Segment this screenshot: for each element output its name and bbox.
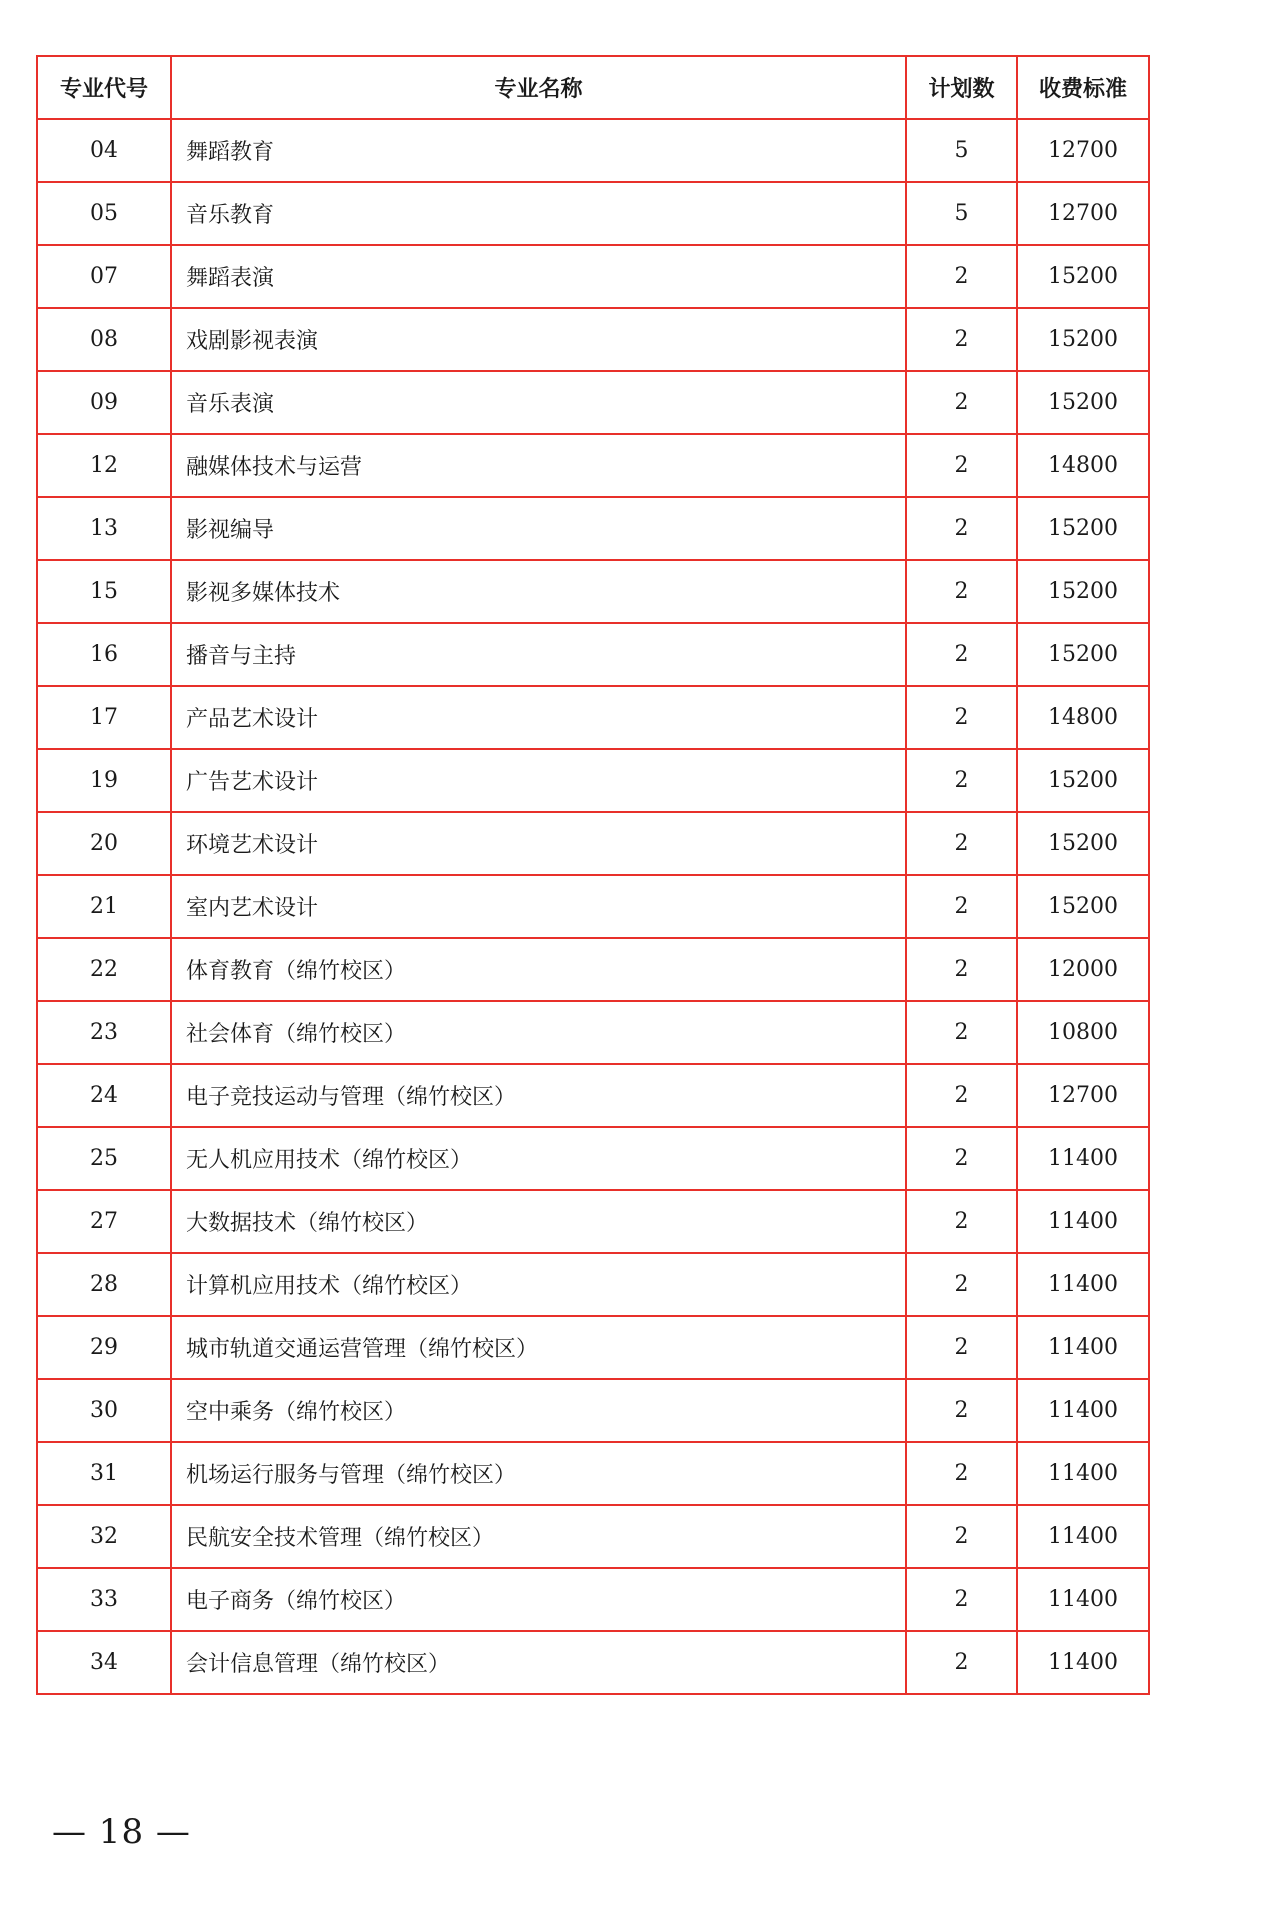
table-row — [37, 749, 1149, 812]
cell-major-code: 15 — [37, 560, 171, 623]
cell-major-code: 30 — [37, 1379, 171, 1442]
cell-major-name: 会计信息管理（绵竹校区） — [171, 1631, 906, 1694]
table-row — [37, 623, 1149, 686]
cell-fee-standard: 11400 — [1017, 1190, 1149, 1253]
cell-major-name: 产品艺术设计 — [171, 686, 906, 749]
cell-fee-standard: 11400 — [1017, 1127, 1149, 1190]
table-row — [37, 497, 1149, 560]
cell-major-code: 28 — [37, 1253, 171, 1316]
cell-major-code: 08 — [37, 308, 171, 371]
table-row — [37, 812, 1149, 875]
cell-plan-count: 2 — [906, 812, 1017, 875]
cell-major-code: 17 — [37, 686, 171, 749]
table-row — [37, 371, 1149, 434]
cell-plan-count: 5 — [906, 182, 1017, 245]
cell-major-code: 16 — [37, 623, 171, 686]
cell-major-name: 空中乘务（绵竹校区） — [171, 1379, 906, 1442]
cell-major-code: 04 — [37, 119, 171, 182]
cell-fee-standard: 15200 — [1017, 371, 1149, 434]
cell-major-name: 音乐教育 — [171, 182, 906, 245]
cell-fee-standard: 11400 — [1017, 1442, 1149, 1505]
table-body — [37, 119, 1149, 1694]
table-row — [37, 1001, 1149, 1064]
cell-fee-standard: 11400 — [1017, 1253, 1149, 1316]
cell-fee-standard: 14800 — [1017, 434, 1149, 497]
table-row — [37, 119, 1149, 182]
table-row — [37, 686, 1149, 749]
cell-plan-count: 2 — [906, 875, 1017, 938]
cell-fee-standard: 11400 — [1017, 1379, 1149, 1442]
table-row — [37, 1190, 1149, 1253]
header-plan-count: 计划数 — [906, 56, 1017, 119]
cell-plan-count: 2 — [906, 1568, 1017, 1631]
cell-plan-count: 2 — [906, 1064, 1017, 1127]
cell-fee-standard: 15200 — [1017, 560, 1149, 623]
cell-major-name: 机场运行服务与管理（绵竹校区） — [171, 1442, 906, 1505]
cell-fee-standard: 11400 — [1017, 1631, 1149, 1694]
cell-major-code: 25 — [37, 1127, 171, 1190]
page-number: — 18 — — [52, 1812, 191, 1852]
cell-major-code: 07 — [37, 245, 171, 308]
cell-plan-count: 2 — [906, 938, 1017, 1001]
cell-major-name: 大数据技术（绵竹校区） — [171, 1190, 906, 1253]
cell-major-code: 12 — [37, 434, 171, 497]
cell-major-name: 舞蹈教育 — [171, 119, 906, 182]
table-row — [37, 182, 1149, 245]
table-row — [37, 1127, 1149, 1190]
cell-major-name: 无人机应用技术（绵竹校区） — [171, 1127, 906, 1190]
cell-major-code: 34 — [37, 1631, 171, 1694]
table-row — [37, 245, 1149, 308]
cell-fee-standard: 11400 — [1017, 1316, 1149, 1379]
cell-plan-count: 2 — [906, 1316, 1017, 1379]
cell-major-code: 13 — [37, 497, 171, 560]
cell-major-name: 室内艺术设计 — [171, 875, 906, 938]
cell-major-name: 舞蹈表演 — [171, 245, 906, 308]
cell-fee-standard: 12700 — [1017, 1064, 1149, 1127]
cell-fee-standard: 15200 — [1017, 623, 1149, 686]
cell-major-code: 27 — [37, 1190, 171, 1253]
cell-plan-count: 2 — [906, 1001, 1017, 1064]
cell-major-code: 33 — [37, 1568, 171, 1631]
cell-plan-count: 2 — [906, 497, 1017, 560]
cell-major-name: 音乐表演 — [171, 371, 906, 434]
cell-fee-standard: 10800 — [1017, 1001, 1149, 1064]
cell-major-code: 19 — [37, 749, 171, 812]
cell-plan-count: 2 — [906, 308, 1017, 371]
cell-major-code: 20 — [37, 812, 171, 875]
cell-fee-standard: 15200 — [1017, 875, 1149, 938]
cell-major-code: 23 — [37, 1001, 171, 1064]
table-row — [37, 1442, 1149, 1505]
cell-major-name: 播音与主持 — [171, 623, 906, 686]
cell-fee-standard: 12000 — [1017, 938, 1149, 1001]
table-row — [37, 1568, 1149, 1631]
cell-major-code: 22 — [37, 938, 171, 1001]
enrollment-plan-table — [36, 55, 1150, 1695]
cell-fee-standard: 15200 — [1017, 308, 1149, 371]
cell-plan-count: 2 — [906, 1253, 1017, 1316]
cell-plan-count: 5 — [906, 119, 1017, 182]
cell-plan-count: 2 — [906, 1127, 1017, 1190]
cell-plan-count: 2 — [906, 1190, 1017, 1253]
cell-plan-count: 2 — [906, 560, 1017, 623]
cell-major-name: 影视多媒体技术 — [171, 560, 906, 623]
cell-plan-count: 2 — [906, 1505, 1017, 1568]
cell-major-name: 社会体育（绵竹校区） — [171, 1001, 906, 1064]
header-major-code: 专业代号 — [37, 56, 171, 119]
cell-fee-standard: 14800 — [1017, 686, 1149, 749]
table-row — [37, 308, 1149, 371]
cell-major-code: 29 — [37, 1316, 171, 1379]
cell-major-name: 电子竞技运动与管理（绵竹校区） — [171, 1064, 906, 1127]
cell-major-name: 民航安全技术管理（绵竹校区） — [171, 1505, 906, 1568]
table-row — [37, 434, 1149, 497]
cell-fee-standard: 12700 — [1017, 119, 1149, 182]
cell-plan-count: 2 — [906, 434, 1017, 497]
table-header-row — [37, 56, 1149, 119]
header-fee-standard: 收费标准 — [1017, 56, 1149, 119]
cell-fee-standard: 15200 — [1017, 812, 1149, 875]
cell-plan-count: 2 — [906, 686, 1017, 749]
cell-fee-standard: 15200 — [1017, 749, 1149, 812]
cell-plan-count: 2 — [906, 623, 1017, 686]
cell-major-code: 31 — [37, 1442, 171, 1505]
table-row — [37, 1631, 1149, 1694]
cell-fee-standard: 15200 — [1017, 497, 1149, 560]
cell-plan-count: 2 — [906, 1379, 1017, 1442]
cell-major-name: 戏剧影视表演 — [171, 308, 906, 371]
table-row — [37, 875, 1149, 938]
cell-fee-standard: 11400 — [1017, 1505, 1149, 1568]
cell-major-code: 09 — [37, 371, 171, 434]
table-row — [37, 1253, 1149, 1316]
table-row — [37, 938, 1149, 1001]
cell-major-code: 05 — [37, 182, 171, 245]
table-row — [37, 1316, 1149, 1379]
cell-plan-count: 2 — [906, 1442, 1017, 1505]
cell-major-code: 24 — [37, 1064, 171, 1127]
header-major-name: 专业名称 — [171, 56, 906, 119]
table-row — [37, 560, 1149, 623]
cell-major-name: 环境艺术设计 — [171, 812, 906, 875]
cell-major-name: 融媒体技术与运营 — [171, 434, 906, 497]
cell-plan-count: 2 — [906, 1631, 1017, 1694]
table-row — [37, 1379, 1149, 1442]
cell-major-name: 计算机应用技术（绵竹校区） — [171, 1253, 906, 1316]
cell-major-code: 21 — [37, 875, 171, 938]
cell-major-name: 城市轨道交通运营管理（绵竹校区） — [171, 1316, 906, 1379]
cell-fee-standard: 12700 — [1017, 182, 1149, 245]
cell-major-name: 电子商务（绵竹校区） — [171, 1568, 906, 1631]
cell-plan-count: 2 — [906, 749, 1017, 812]
cell-major-name: 体育教育（绵竹校区） — [171, 938, 906, 1001]
cell-fee-standard: 15200 — [1017, 245, 1149, 308]
cell-plan-count: 2 — [906, 371, 1017, 434]
cell-major-name: 广告艺术设计 — [171, 749, 906, 812]
table-row — [37, 1505, 1149, 1568]
cell-major-name: 影视编导 — [171, 497, 906, 560]
table-row — [37, 1064, 1149, 1127]
cell-plan-count: 2 — [906, 245, 1017, 308]
cell-fee-standard: 11400 — [1017, 1568, 1149, 1631]
cell-major-code: 32 — [37, 1505, 171, 1568]
